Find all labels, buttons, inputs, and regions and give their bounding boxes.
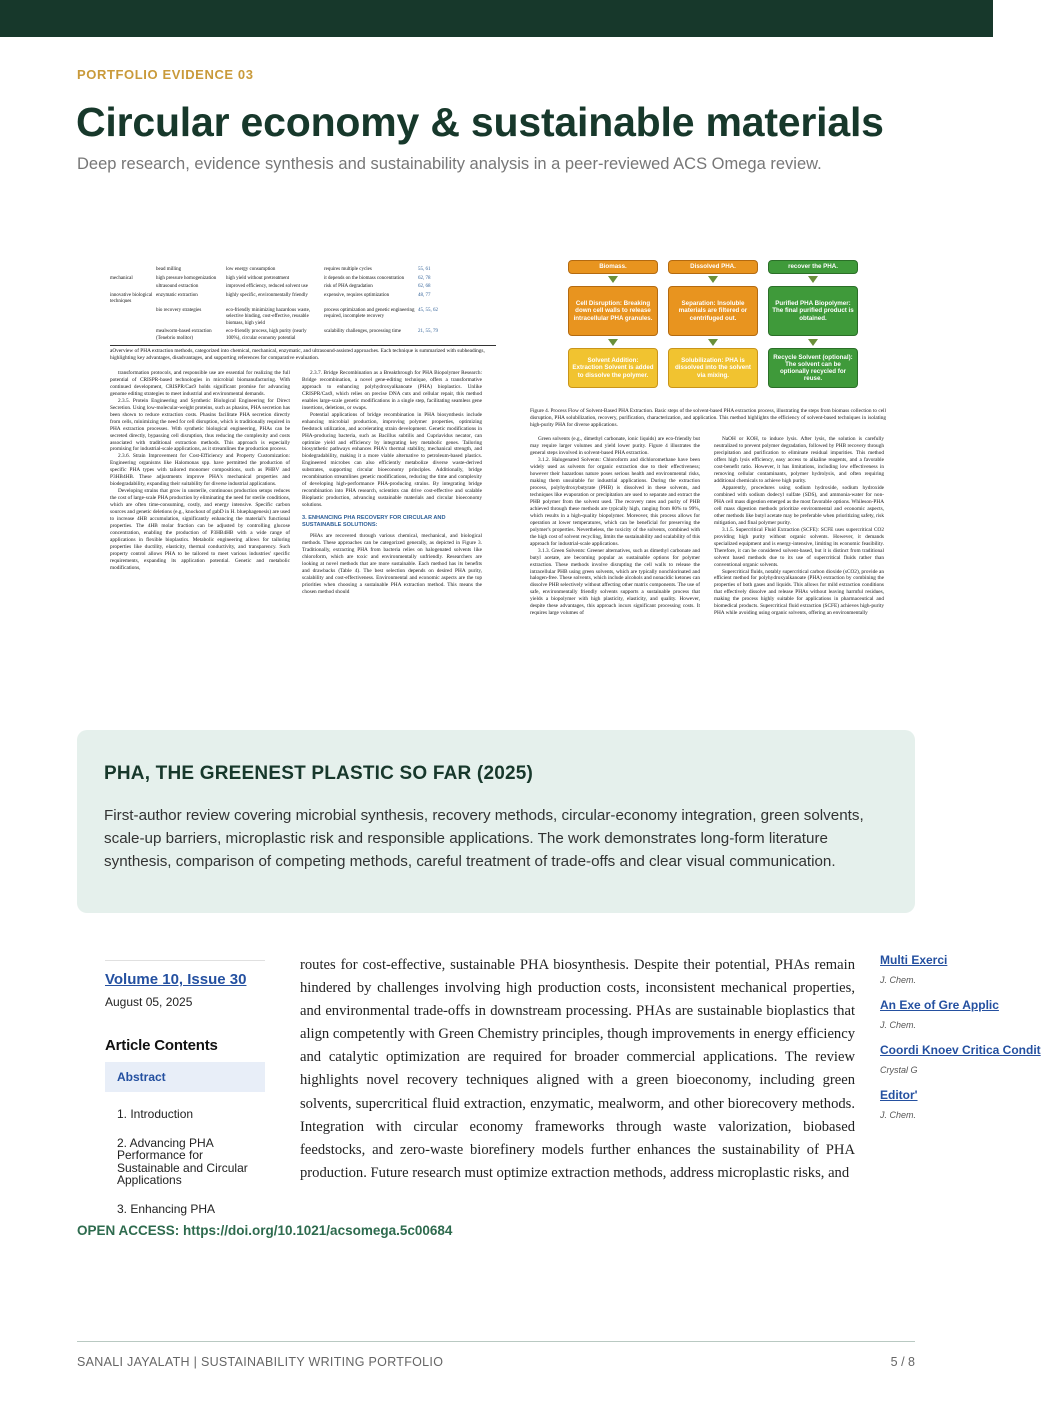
top-bar (0, 0, 993, 37)
table-cell-method: ultrasound extraction (156, 284, 199, 289)
table-cell-advantage: improved efficiency, reduced solvent use (226, 284, 308, 289)
flow-step-solubilization: Solubilization: PHA is dissolved into the solvent via mixing. (668, 348, 758, 388)
table-cell-refs: 62, 78 (418, 275, 431, 281)
related-article-link[interactable]: Multi Exerci (880, 953, 948, 967)
paper-paragraph: transformation protocols, and responsible use are essential for realizing the full potential of CRISPR-based technologies in microbial biomanufacturing. With continued development, CRISPR/Cas9 holds significant promise for advancing genome editing strategies to meet industrial and environmental demands. (110, 370, 290, 397)
publication-summary: First-author review covering microbial synthesis, recovery methods, circular-economy integration, green solvents, scale-up barriers, microplastic risk and responsible applications. The work demonstrates long-form literature synthesis, comparison of competing methods, careful treatment of trade-offs and clear visual communication. (104, 807, 864, 870)
open-access-line (77, 1223, 452, 1238)
contents-item-introduction[interactable]: 1. Introduction (117, 1107, 194, 1121)
table-footnote: aOverview of PHA extraction methods, categorized into chemical, mechanical, enzymatic, and ultrasound-assisted approaches. Each technique is summarized with subheadings, highlighting key advantages, disadvantages, and supporting references for comparative evaluation. (110, 348, 485, 361)
table-cell-refs: 21, 55, 79 (418, 329, 438, 334)
related-article-link[interactable]: Editor' (880, 1088, 918, 1102)
publication-card (77, 730, 915, 913)
flow-arrow (608, 339, 618, 346)
table-cell-group (110, 307, 154, 329)
table-cell-group: innovative biological techniques (110, 292, 153, 304)
flow-arrow (808, 276, 818, 283)
table-cell-advantage: eco-friendly minimizing hazardous waste, selective binding, cost-effective, reusable biomass, high yield (226, 307, 311, 326)
table-row (110, 283, 496, 292)
paper-column-1 (110, 370, 290, 596)
paper-paragraph: PHAs are recovered through various chemical, mechanical, and biological methods. These approaches can be categorized generally, as depicted in Figure 3. Traditionally, extracting PHA from bacteria relies on halogenated solvents like chloroform, which are toxic and environmentally unfriendly. Researchers are looking at novel methods that are more sustainable. Each method has its benefits and drawbacks (Table 4). The best selection depends on desired PHA purity, scalability and cost-effectiveness. Environmental and economic aspects are the top priorities when choosing a sustainable PHA extraction method. This means the chosen method should (302, 533, 482, 595)
article-sidebar (105, 960, 265, 1215)
table-row (110, 266, 496, 275)
table-cell-limitation: process optimization and genetic engineering required, incomplete recovery (324, 307, 415, 319)
volume-link[interactable]: Volume 10, Issue 30 (105, 971, 247, 988)
contents-heading: Article Contents (105, 1037, 218, 1054)
table-row (110, 275, 496, 284)
related-article-journal: J. Chem. (880, 975, 917, 985)
table-cell-refs: 55, 61 (418, 267, 431, 272)
table-cell-refs: 62, 68 (418, 284, 431, 289)
open-access-label: OPEN ACCESS: (77, 1223, 180, 1238)
table-cell-method: enzymatic extraction (156, 292, 198, 298)
publication-title: PHA, THE GREENEST PLASTIC SO FAR (2025) (104, 763, 534, 784)
table-cell-group (110, 266, 154, 275)
table-cell-method: high pressure homogenization (156, 275, 217, 281)
page-subtitle: Deep research, evidence synthesis and sustainability analysis in a peer-reviewed ACS Omega review. (77, 155, 822, 173)
page-number: 5 / 8 (890, 1355, 915, 1369)
table-cell-refs: 48, 77 (418, 292, 431, 298)
table-row (110, 307, 496, 329)
flow-step-solvent-addition: Solvent Addition: Extraction Solvent is added to dissolve the polymer. (568, 348, 658, 388)
paper-paragraph: Developing strains that grow in unsterile, continuous production setups reduces the cost of large-scale PHA production by eliminating the need for sterile conditions, which are often time-consuming, costly, and energy intensive. Specific carbon sources and genetic deletions (e.g., knockout of gabD in H. bluephagenesis) are used to increase 4HB accumulation, significantly enhancing the material's functional properties. The 4HB molar fraction can be adjusted by controlling glucose concentration, enabling the production of P3HB4HB with a wide range of applications in flexible bioplastics. Metabolic engineering allows for tailoring properties like ductility, elasticity, thermal conductivity, and transparency. Such property control allows PHA to be tailored to meet various industries' specific requirements, expanding its application potential. Genetic and metabolic modifications, (110, 488, 290, 571)
footer-rule (77, 1341, 915, 1342)
flow-step-cell-disruption: Cell Disruption: Breaking down cell walls to release intracellular PHA granules. (568, 286, 658, 336)
table-cell-advantage: highly specific, environmentally friendly (226, 292, 308, 298)
paper-paragraph: 2.3.5. Protein Engineering and Synthetic Biological Engineering for Direct Secretion. Using low-molecular-weight proteins, such as phasins, PHA secretion has been shown to reduce extraction costs. Phasins facilitate PHA secretion directly from cells, minimizing the need for cell disruption, which is traditionally required in PHA extraction processes. With synthetic biological engineering, PHAs can be secreted directly, bypassing cell disruption, thus reducing the complexity and costs associated with traditional extraction methods. This approach is especially promising for industrial-scale applications, as it streamlines the production process. (110, 397, 290, 453)
table-cell-advantage: high yield without pretreatment (226, 275, 290, 281)
paper-column-4 (714, 436, 884, 617)
doi-link[interactable]: https://doi.org/10.1021/acsomega.5c00684 (183, 1223, 453, 1238)
flow-step-purified: Purified PHA Biopolymer: The final purified product is obtained. (768, 286, 858, 336)
table-cell-limitation: risk of PHA degradation (324, 284, 373, 289)
paper-paragraph: Potential applications of bridge recombination in PHA biosynthesis include enhancing microbial production, improving polymer properties, optimizing feedstock utilization, and accelerating strain development. Genetic modifications in PHA-producing bacteria, such as Bacillus subtilis and Cupriavidus necator, can optimize yield and efficiency by integrating key metabolic genes. Tailoring biosynthetic pathways enhances PHA's thermal stability, mechanical strength, and biodegradability, making it a more viable alternative to petroleum-based plastics. Engineered microbes can also efficiently metabolize diverse waste-derived substrates, supporting circular bioeconomy principles. Additionally, bridge recombination streamlines genetic modifications, reducing the time and complexity of developing high-performance PHA-producing strains. By integrating bridge recombination into PHA research, scientists can drive cost-effective and scalable Bioplastic production, advancing sustainable materials and circular bioeconomy solutions. (302, 411, 482, 509)
table-cell-advantage: eco-friendly process, high purity (nearly 100%), circular economy potential (226, 329, 307, 341)
flow-step-dissolved: Dissolved PHA. (668, 260, 758, 274)
extraction-methods-table (110, 266, 496, 343)
paper-paragraph: 3.1.3. Green Solvents: Greener alternatives, such as dimethyl carbonate and butyl acetate, are becoming popular as sustainable options for polymer extraction. These methods involve disrupting the cell walls to release the intracellular PHB using green solvents, which are typically nonchlorinated and halogen-free. These solvents, which include alcohols and nonacidic ketones can dissolve PHB selectively without affecting other matrix components. The use of safe, environmentally friendly solvents supports a sustainable process that yields a biopolymer with high plasticity, elasticity, and quality. However, despite these advantages, this approach incurs significant processing costs. It requires large volumes of (530, 547, 700, 617)
table-rule (110, 345, 496, 346)
table-cell-group (110, 328, 154, 343)
paper-paragraph: Supercritical fluids, notably supercritical carbon dioxide (sCO2), provide an efficient method for polyhydroxyalkanoate (PHA) extraction by combining the properties of both gases and liquids. This allows for mild extraction conditions that effectively dissolve and release PHAs without leaving harmful residues, making the process highly suitable for applications in pharmaceutical and biomedical products. Supercritical fluid extraction (SCFE) achieves high-purity PHA while avoiding using organic solvents, offering an environmentally (714, 568, 884, 617)
paper-paragraph: 3.1.5. Supercritical Fluid Extraction (SCFE): SCFE uses supercritical CO2 providing high purity without organic solvents. However, it demands specialized equipment and is energy-intensive, limiting its economic feasibility. Therefore, it can be considered solvent-based, but it is distinct from traditional solvent based methods due to its use of supercritical fluids rather than conventional organic solvents. (714, 526, 884, 568)
process-flow-diagram (530, 263, 886, 404)
paper-excerpt-right (530, 263, 886, 684)
paper-column-3 (530, 436, 700, 617)
table-cell-group: mechanical (110, 275, 133, 281)
paper-paragraph: Green solvents (e.g., dimethyl carbonate, ionic liquids) are eco-friendly but may require larger volumes and yield lower purity. Figure 4 illustrates the general steps involved in solvent-based PHA extraction. (530, 436, 700, 457)
contents-item-advancing-pha[interactable]: 2. Advancing PHA Performance for Sustainable and Circular Applications (117, 1135, 248, 1187)
table-cell-limitation: it depends on the biomass concentration (324, 275, 405, 281)
related-article-journal: Crystal G (880, 1065, 918, 1075)
section-eyebrow: PORTFOLIO EVIDENCE 03 (77, 67, 254, 82)
flow-step-biomass: Biomass. (568, 260, 658, 274)
flow-step-recover: recover the PHA. (768, 260, 858, 274)
paper-paragraph: 2.3.6. Strain Improvement for Cost-Efficiency and Property Customization: Engineering organisms like Halomonas spp. have permitted the production of specific PHA types with tailored monomer compositions, such as PHBV and P3HB4HB. These adjustments improve PHA's mechanical properties and biodegradability, expanding their suitability for diverse industrial applications. (110, 453, 290, 488)
flow-arrow (708, 276, 718, 283)
table-row (110, 328, 496, 343)
related-article-journal: J. Chem. (880, 1020, 917, 1030)
contents-item-enhancing-pha[interactable]: 3. Enhancing PHA (117, 1201, 216, 1216)
paper-paragraph: Apparently, procedures using sodium hydroxide, sodium hydroxide combined with sodium dodecyl sulfate (SDS), and ammonia-water for non-PHA cell mass digestion emerged as the most favorable options. Whileson-PHA cell mass digestion methods prioritize environmental and economic aspects, other methods like butyl acetate may be preferable when prioritizing safety, risk mitigation, and final polymer purity. (714, 485, 885, 526)
related-article-link[interactable]: An Exe of Gre Applic (880, 998, 999, 1012)
contents-item-abstract[interactable]: Abstract (105, 1062, 265, 1092)
footer-author: SANALI JAYALATH | SUSTAINABILITY WRITING PORTFOLIO (77, 1355, 444, 1369)
related-article-journal: J. Chem. (880, 1110, 917, 1120)
table-cell-limitation: expensive, requires optimization (324, 292, 390, 298)
paper-paragraph: 3.1.2. Halogenated Solvents: Chloroform and dichloromethane have been widely used as solvents for organic extraction due to their effectiveness; however their hazardous nature poses serious health and environmental risks, making them unsuitable for industrial applications. During the extraction process, polyhydroxybutyrate (PHB) is dissolved in these solvents, and techniques like evaporation or precipitation are used to separate and extract the PHB polymer from the solvent used. The recovery rates and purity of PHB achieved through these methods are typically high, ranging from 80% to 99%, which results in a high-quality biopolymer. Moreover, this process allows for operation at lower temperatures, which can be beneficial for preserving the polymer's properties. Nevertheless, the toxicity of the solvents, combined with the high cost of solvent recycling, limits the sustainability and scalability of this approach for industrial-scale applications. (530, 457, 700, 547)
table-cell-limitation: scalability challenges, processing time (324, 329, 401, 334)
flow-arrow (808, 339, 818, 346)
table-cell-refs: 45, 55, 62 (418, 307, 438, 313)
related-articles (880, 952, 1041, 1132)
flow-arrow (608, 276, 618, 283)
table-cell-group (110, 283, 154, 292)
table-cell-method: bio recovery strategies (156, 307, 202, 313)
flow-arrow (708, 339, 718, 346)
related-article-link[interactable]: Coordi Knoev Critica Condit (880, 1043, 1041, 1057)
paper-paragraph: 2.3.7. Bridge Recombination as a Breakthrough for PHA Biopolymer Research: Bridge recombination, a novel gene-editing technique, offers a transformative approach to enhancing polyhydroxyalkanoate (PHA) bioplastics. Unlike CRISPR/Cas9, which relies on precise DNA cuts and cellular repair, this method enables large-scale genetic modifications in a single step, facilitating seamless gene insertions, deletions, or swaps. (302, 370, 482, 411)
table-row (110, 292, 496, 307)
paper-excerpt-left (110, 266, 496, 684)
page-title: Circular economy & sustainable materials (76, 99, 884, 145)
abstract-text: routes for cost-effective, sustainable PHA biosynthesis. Despite their potential, PHAs remain hindered by challenges involving high production costs, inconsistent mechanical properties, and environmental trade-offs in downstream processing. PHAs are sustainable bioplastics that align competently with Green Chemistry principles, though improvements in energy efficiency and catalytic optimization are required for broader commercial applications. The review highlights novel recovery techniques aligned with a green bioeconomy, including green solvents, supercritical fluid extraction, enzymatic, mealworm, and other biorecovery methods. Integration with circular economy frameworks through waste valorization, biobased feedstocks, and zero-waste biorefinery models further enhances the sustainability of PHA production. Future research must optimize extraction methods, address microplastic risks, and (300, 957, 855, 1181)
figure-caption: Figure 4. Process Flow of Solvent-Based PHA Extraction. Basic steps of the solvent-based PHA extraction process, illustrating the steps from biomass collection to cell disruption, PHA solubilization, recovery, purification, characterization, and application. This method highlights the efficiency of solvent-based techniques in isolating high-purity PHA for diverse applications. (530, 408, 886, 428)
paper-column-2 (302, 370, 482, 596)
sidebar-rule (105, 960, 265, 961)
table-cell-method: bead milling (156, 267, 182, 272)
table-cell-limitation: requires multiple cycles (324, 267, 372, 272)
paper-paragraph: NaOH or KOH, to induce lysis. After lysis, the solution is carefully neutralized to prevent polymer degradation, followed by PHB recovery through precipitation and purification to eliminate residual impurities. This method offers high lysis efficiency, easy access to alkaline reagents, and a favorable cost-benefit ratio. However, it has limitations, including low effectiveness in removing cellular contaminants, polymer hydrolysis, and often requiring additional chemicals to achieve high purity. (714, 436, 884, 485)
section-heading: 3. ENHANCING PHA RECOVERY FOR CIRCULAR AND SUSTAINABLE SOLUTIONS: (302, 515, 446, 529)
flow-step-separation: Separation: Insoluble materials are filtered or centrifuged out. (668, 286, 758, 336)
issue-date: August 05, 2025 (105, 995, 193, 1009)
table-cell-advantage: low energy consumption (226, 267, 276, 272)
flow-step-recycle: Recycle Solvent (optional): The solvent can be optionally recycled for reuse. (768, 348, 858, 388)
table-cell-method: mealworm-based extraction (Tenebrio molitor) (156, 329, 212, 341)
acs-article-screenshot (77, 952, 1041, 1216)
